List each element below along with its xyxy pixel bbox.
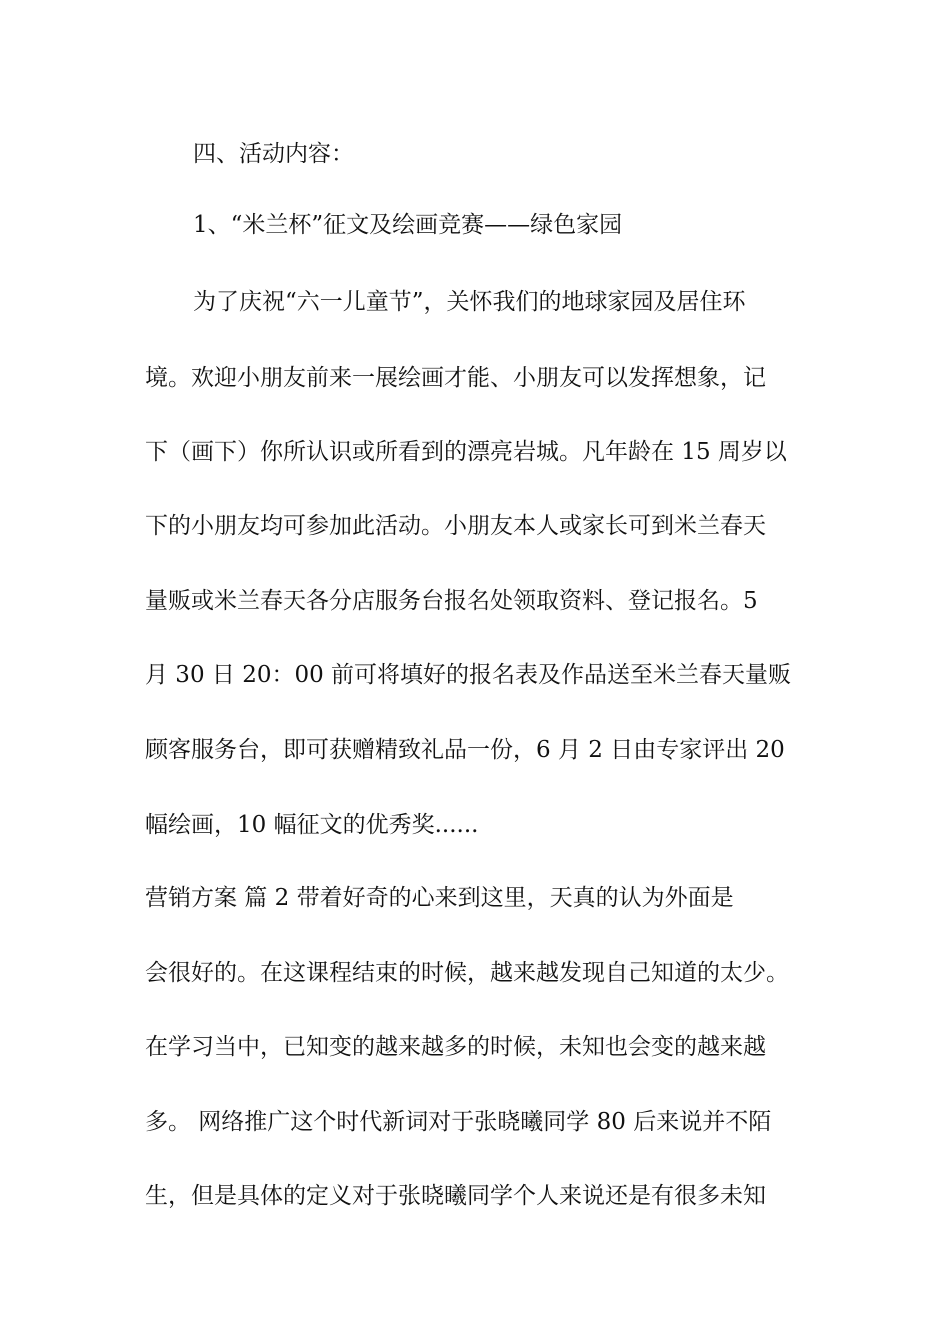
paragraph-line: 境。欢迎小朋友前来一展绘画才能、小朋友可以发挥想象，记: [145, 365, 766, 391]
subsection-heading: 1、“米兰杯”征文及绘画竞赛——绿色家园: [193, 212, 623, 238]
paragraph-line: 顾客服务台，即可获赠精致礼品一份，6 月 2 日由专家评出 20: [145, 737, 785, 763]
paragraph-line: 在学习当中，已知变的越来越多的时候，未知也会变的越来越: [145, 1034, 766, 1060]
paragraph-line: 多。 网络推广这个时代新词对于张晓曦同学 80 后来说并不陌: [145, 1109, 772, 1135]
section-heading: 四、活动内容：: [193, 141, 354, 167]
paragraph-line: 量贩或米兰春天各分店服务台报名处领取资料、登记报名。5: [145, 588, 758, 614]
section-title-line: 营销方案 篇 2 带着好奇的心来到这里，天真的认为外面是: [145, 885, 734, 911]
paragraph-line: 为了庆祝“六一儿童节”，关怀我们的地球家园及居住环: [193, 289, 746, 315]
paragraph-line: 生，但是具体的定义对于张晓曦同学个人来说还是有很多未知: [145, 1183, 766, 1209]
paragraph-line: 幅绘画，10 幅征文的优秀奖......: [145, 812, 479, 838]
paragraph-line: 下的小朋友均可参加此活动。小朋友本人或家长可到米兰春天: [145, 513, 766, 539]
paragraph-line: 下（画下）你所认识或所看到的漂亮岩城。凡年龄在 15 周岁以: [145, 439, 787, 465]
paragraph-line: 会很好的。在这课程结束的时候，越来越发现自己知道的太少。: [145, 960, 789, 986]
paragraph-line: 月 30 日 20：00 前可将填好的报名表及作品送至米兰春天量贩: [145, 662, 792, 688]
